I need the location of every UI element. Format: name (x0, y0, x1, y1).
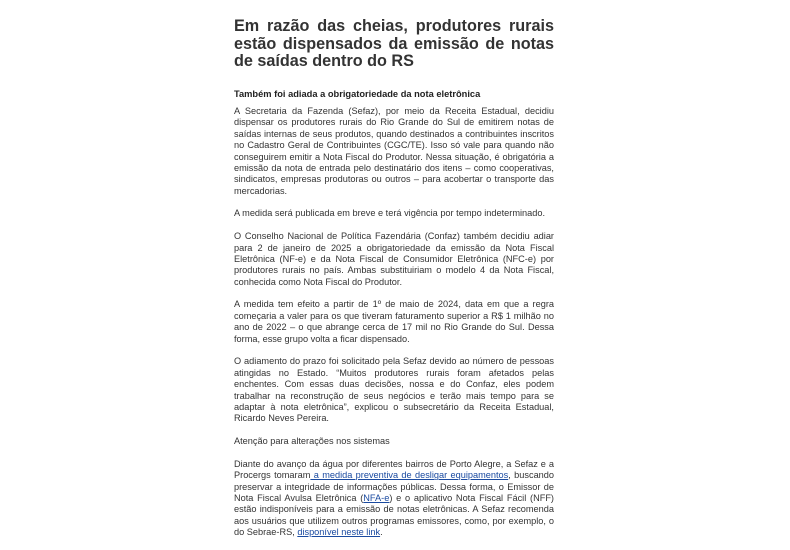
article-title: Em razão das cheias, produtores rurais estão dispensados da emissão de notas de saídas dentro do RS (234, 17, 554, 70)
text-segment: Diante do avanço da água por diferentes bairros de Porto Alegre, a Sefaz e a Procergs tomaram (234, 458, 554, 481)
paragraph-vigencia: A medida será publicada em breve e terá vigência por tempo indeterminado. (234, 208, 546, 219)
paragraph-dispensa: A Secretaria da Fazenda (Sefaz), por meio da Receita Estadual, decidiu dispensar os produtores rurais do Rio Grande do Sul de emitirem notas de saídas internas de seus produtos, quando destinados a contribuintes inscritos no Cadastro Geral de Contribuintes (CGC/TE). Isso só vale para quando não conseguirem emitir a Nota Fiscal do Produtor. Nessa situação, é obrigatória a emissão da nota de entrada pelo destinatário dos itens – como cooperativas, sindicatos, empresas produtoras ou outros – para acobertar o transporte das mercadorias. (234, 105, 554, 196)
article (234, 18, 554, 550)
paragraph-sistemas (234, 459, 554, 539)
section-heading-sistemas: Atenção para alterações nos sistemas (234, 436, 390, 447)
text-segment: . (380, 527, 383, 538)
link-medida-preventiva[interactable]: a medida preventiva de desligar equipamentos (310, 470, 509, 481)
article-subtitle: Também foi adiada a obrigatoriedade da nota eletrônica (234, 88, 481, 99)
text-segment: ) e o aplicativo Nota Fiscal Fácil (NFF) estão indisponíveis para a emissão de notas eletrônicas. A Sefaz recomenda aos usuários que utilizem outros programas emissores, como, por exemplo, o do Sebrae-RS, (234, 493, 554, 538)
paragraph-confaz: O Conselho Nacional de Política Fazendária (Confaz) também decidiu adiar para 2 de janeiro de 2025 a obrigatoriedade da emissão da Nota Fiscal Eletrônica (NF-e) e da Nota Fiscal de Consumidor Eletrônica (NFC-e) por produtores rurais no país. Ambas substituiriam o modelo 4 da Nota Fiscal, conhecida como Nota Fiscal do Produtor. (234, 231, 554, 287)
text-segment: , buscando preservar a integridade de informações públicas. Dessa forma, o Emissor de Nota Fiscal Avulsa Eletrônica ( (234, 470, 555, 504)
paragraph-efeito: A medida tem efeito a partir de 1º de maio de 2024, data em que a regra começaria a valer para os que tiveram faturamento superior a R$ 1 milhão no ano de 2022 – o que abrange cerca de 17 mil no Rio Grande do Sul. Dessa forma, esse grupo volta a ficar dispensado. (234, 299, 554, 344)
link-nfa-e[interactable]: NFA-e (363, 493, 390, 504)
link-disponivel[interactable]: disponível neste link (297, 527, 381, 538)
paragraph-adiamento: O adiamento do prazo foi solicitado pela Sefaz devido ao número de pessoas atingidas no Estado. “Muitos produtores rurais foram afetados pelas enchentes. Com essas duas decisões, nossa e do Confaz, eles podem trabalhar na reconstrução de seus negócios e terão mais tempo para se adaptar à nota eletrônica”, explicou o subsecretário da Receita Estadual, Ricardo Neves Pereira. (234, 356, 554, 424)
